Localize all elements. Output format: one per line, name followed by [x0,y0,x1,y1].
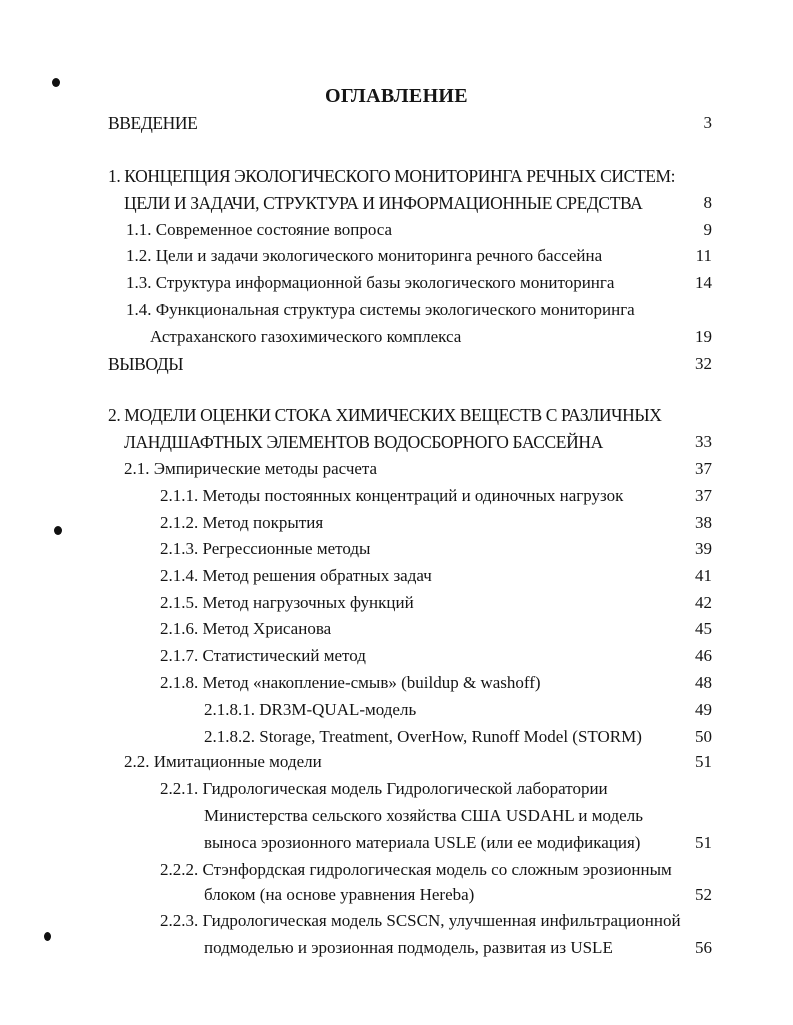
chapter-2-title-cont: ЛАНДШАФТНЫХ ЭЛЕМЕНТОВ ВОДОСБОРНОГО БАССЕЙНА [124,432,603,452]
page-number: 38 [695,513,712,532]
toc-entry-cont: Министерства сельского хозяйства США USDAHL и модель [204,806,643,825]
page-number: 51 [695,752,712,771]
toc-entry: 1.3. Структура информационной базы экологического мониторинга [126,273,615,292]
page-number: 19 [695,327,712,346]
toc-entry: 2.1.2. Метод покрытия [160,513,324,532]
page-number: 33 [695,432,712,451]
page-title: ОГЛАВЛЕНИЕ [325,85,468,107]
toc-intro: ВВЕДЕНИЕ [108,113,198,133]
toc-entry: 2.2.3. Гидрологическая модель SCSCN, улучшенная инфильтрационной [160,911,681,930]
toc-entry-cont: блоком (на основе уравнения Hereba) [204,885,475,904]
page-number: 37 [695,459,712,478]
toc-entry-cont: подмоделью и эрозионная подмодель, развитая из USLE [204,938,613,957]
page-number: 50 [695,727,712,746]
page-number: 49 [695,700,712,719]
page-number: 39 [695,539,712,558]
page-number: 8 [703,193,712,212]
toc-entry-cont: Астраханского газохимического комплекса [150,327,462,346]
page-number: 45 [695,619,712,638]
page-number: 37 [695,486,712,505]
page-number: 9 [703,220,712,239]
toc-entry-cont: выноса эрозионного материала USLE (или ее модификация) [204,833,641,852]
toc-entry: 2.1.1. Методы постоянных концентраций и одиночных нагрузок [160,486,624,505]
page-number: 52 [695,885,712,904]
toc-entry: 2.1.7. Статистический метод [160,646,366,665]
toc-entry: 1.1. Современное состояние вопроса [126,220,393,239]
scan-speck [44,932,51,941]
toc-entry: 2.1.8.1. DR3M-QUAL-модель [204,700,417,719]
page-number: 51 [695,833,712,852]
toc-entry: 2.1.8. Метод «накопление-смыв» (buildup & washoff) [160,673,541,692]
page-number: 3 [703,113,712,132]
toc-entry: 2.1.5. Метод нагрузочных функций [160,593,414,612]
page-number: 14 [695,273,712,292]
toc-entry: 2.1.6. Метод Хрисанова [160,619,332,638]
chapter-1-title-cont: ЦЕЛИ И ЗАДАЧИ, СТРУКТУРА И ИНФОРМАЦИОННЫЕ СРЕДСТВА [124,193,643,213]
chapter-2-title: 2. МОДЕЛИ ОЦЕНКИ СТОКА ХИМИЧЕСКИХ ВЕЩЕСТВ С РАЗЛИЧНЫХ [108,405,662,425]
page-number: 11 [695,246,712,265]
toc-entry: 2.2. Имитационные модели [124,752,322,771]
page-number: 32 [695,354,712,373]
chapter-1-title: 1. КОНЦЕПЦИЯ ЭКОЛОГИЧЕСКОГО МОНИТОРИНГА РЕЧНЫХ СИСТЕМ: [108,166,676,186]
page-number: 46 [695,646,712,665]
toc-entry: 1.2. Цели и задачи экологического мониторинга речного бассейна [126,246,603,265]
toc-entry: 2.1. Эмпирические методы расчета [124,459,378,478]
page-number: 41 [695,566,712,585]
toc-entry: 2.1.4. Метод решения обратных задач [160,566,432,585]
page-number: 56 [695,938,712,957]
toc-entry: 2.1.3. Регрессионные методы [160,539,371,558]
toc-entry: 2.2.1. Гидрологическая модель Гидрологической лаборатории [160,779,608,798]
toc-entry: 2.2.2. Стэнфордская гидрологическая модель со сложным эрозионным [160,860,672,879]
toc-entry: 1.4. Функциональная структура системы экологического мониторинга [126,300,635,319]
toc-conclusions: ВЫВОДЫ [108,354,184,374]
page-number: 48 [695,673,712,692]
page-number: 42 [695,593,712,612]
scan-speck [54,526,62,535]
toc-entry: 2.1.8.2. Storage, Treatment, OverHow, Runoff Model (STORM) [204,727,642,746]
